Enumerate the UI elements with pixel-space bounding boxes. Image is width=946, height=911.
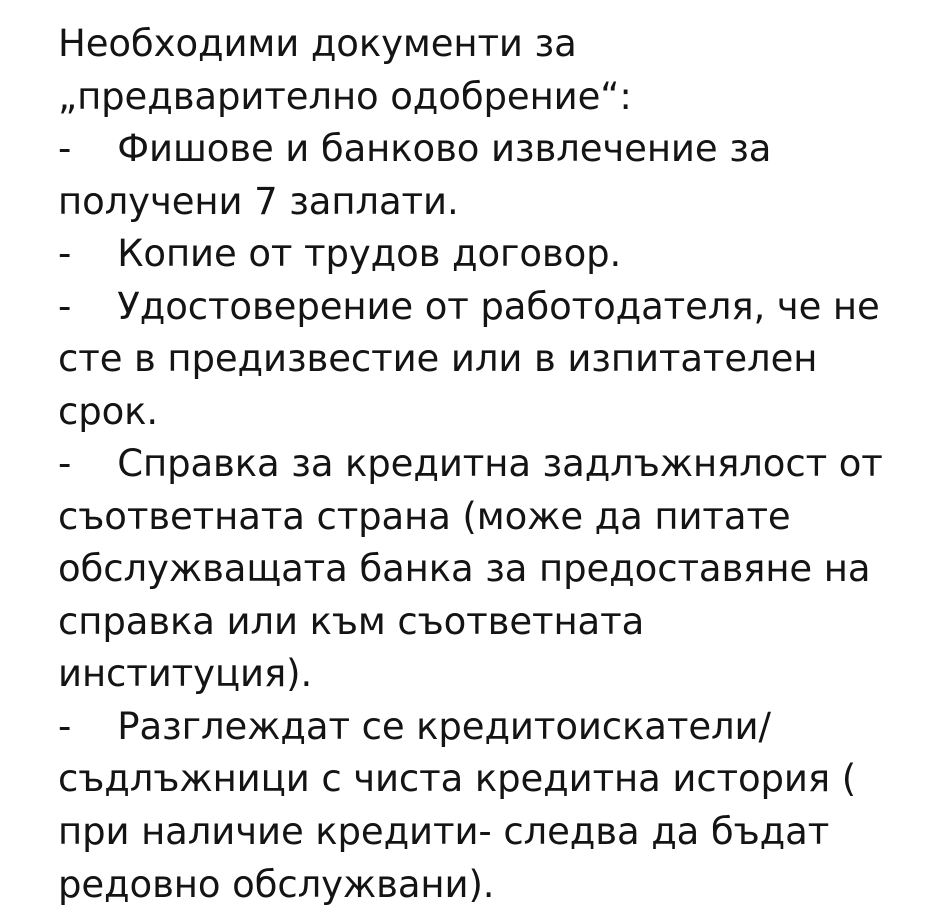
- list-item-dash: -: [58, 704, 72, 748]
- list-item-dash: -: [58, 284, 72, 328]
- list-item-text: Справка за кредитна задлъжнялост от съответната страна (може да питате обслужващата банка за предоставяне на справка или към съответната институция).: [58, 442, 883, 696]
- list-item-text: Копие от трудов договор.: [117, 232, 622, 276]
- document-heading: Необходими документи за „предварително одобрение“:: [58, 22, 632, 118]
- document-body: [58, 18, 900, 911]
- list-item-dash: -: [58, 232, 72, 276]
- list-item-dash: -: [58, 127, 72, 171]
- list-item: [58, 228, 900, 281]
- list-item-dash: -: [58, 442, 72, 486]
- list-item: [58, 123, 900, 228]
- list-item: [58, 438, 900, 701]
- list-item-text: Фишове и банково извлечение за получени 7 заплати.: [58, 127, 772, 223]
- list-item: [58, 281, 900, 439]
- list-item-text: Удостоверение от работодателя, че не сте в предизвестие или в изпитателен срок.: [58, 284, 880, 433]
- list-item: [58, 701, 900, 911]
- list-item-text: Разглеждат се кредитоискатели/ съдлъжници с чиста кредитна история ( при наличие кредити- следва да бъдат редовно обслужвани).: [58, 704, 857, 906]
